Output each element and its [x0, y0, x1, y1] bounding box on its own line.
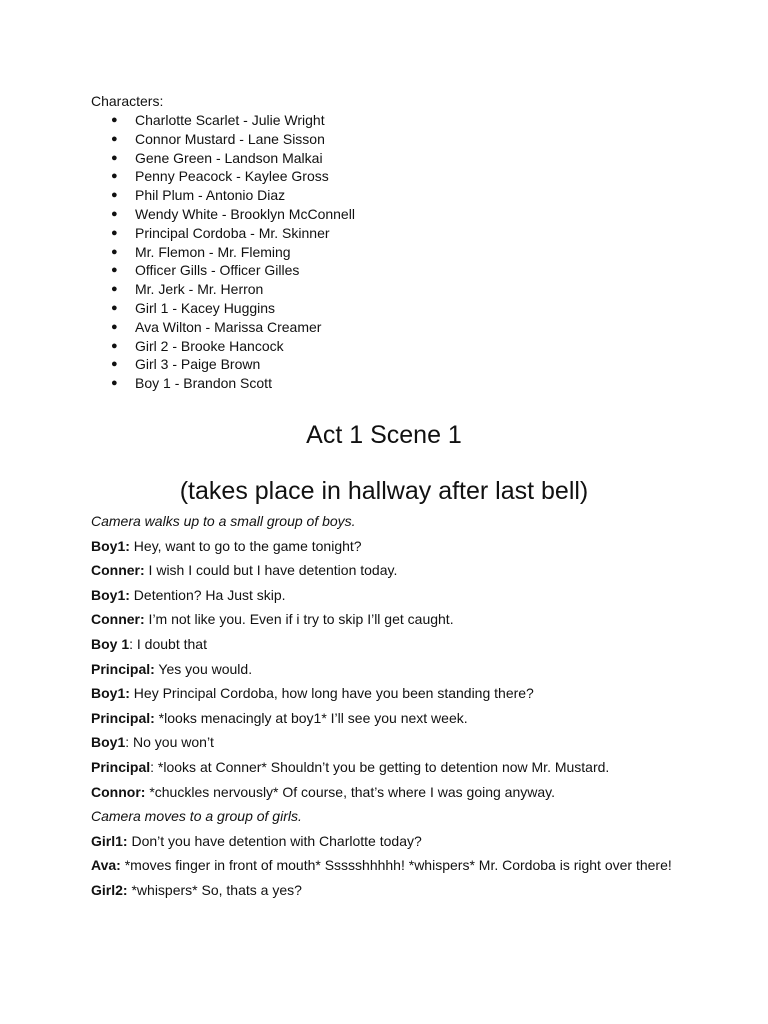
character-name: Officer Gills - Officer Gilles [135, 262, 300, 279]
speaker-name: Boy1 [91, 734, 126, 751]
dialogue-line [91, 537, 751, 562]
dialogue-line [91, 832, 751, 857]
dialogue-text: Detention? Ha Just skip. [129, 586, 286, 603]
character-list-item [111, 111, 355, 130]
speaker-name: Conner: [91, 562, 145, 579]
speaker-name: Conner: [91, 611, 145, 628]
bullet-icon: ● [111, 339, 118, 352]
dialogue-line [91, 783, 751, 808]
character-name: Charlotte Scarlet - Julie Wright [135, 112, 325, 128]
character-name: Penny Peacock - Kaylee Gross [135, 168, 329, 185]
dialogue-text: I wish I could but I have detention today. [144, 562, 398, 579]
speaker-name: Principal: [91, 660, 155, 677]
character-list-item [111, 280, 355, 299]
character-list-item [111, 224, 355, 243]
dialogue-text: *whispers* So, thats a yes? [127, 881, 302, 898]
bullet-icon: ● [111, 151, 118, 164]
character-list-item [111, 261, 355, 280]
dialogue-text: : I doubt that [129, 635, 207, 652]
character-name: Wendy White - Brooklyn McConnell [135, 205, 355, 222]
dialogue-line [91, 635, 751, 660]
dialogue-line [91, 856, 751, 881]
character-list-item [111, 337, 355, 356]
dialogue-text: *looks menacingly at boy1* I’ll see you next week. [154, 709, 468, 726]
bullet-icon: ● [111, 301, 118, 314]
character-name: Mr. Flemon - Mr. Fleming [135, 243, 291, 260]
dialogue-text: Don’t you have detention with Charlotte today? [127, 832, 422, 849]
dialogue-text: Yes you would. [154, 660, 253, 677]
character-list-item [111, 149, 355, 168]
dialogue-line [91, 881, 751, 906]
character-list-item [111, 243, 355, 262]
dialogue-text: Hey, want to go to the game tonight? [129, 537, 362, 554]
dialogue-text: I’m not like you. Even if i try to skip I’ll get caught. [144, 611, 454, 628]
characters-heading: Characters: [91, 93, 164, 109]
dialogue-text: *chuckles nervously* Of course, that’s where I was going anyway. [145, 783, 556, 800]
dialogue-line [91, 610, 751, 635]
bullet-icon: ● [111, 377, 118, 390]
bullet-icon: ● [111, 320, 118, 333]
dialogue-line [91, 684, 751, 709]
speaker-name: Principal: [91, 709, 155, 726]
bullet-icon: ● [111, 132, 118, 145]
dialogue-line [91, 561, 751, 586]
dialogue-line [91, 709, 751, 734]
character-name: Girl 3 - Paige Brown [135, 356, 261, 373]
dialogue-text: : No you won’t [125, 734, 214, 751]
speaker-name: Boy 1 [91, 635, 130, 652]
bullet-icon: ● [111, 189, 118, 202]
bullet-icon: ● [111, 264, 118, 277]
character-name: Mr. Jerk - Mr. Herron [135, 281, 264, 298]
dialogue-text: Hey Principal Cordoba, how long have you been standing there? [129, 685, 534, 702]
character-name: Ava Wilton - Marissa Creamer [135, 318, 322, 335]
dialogue-text: *moves finger in front of mouth* Ssssshhhhh! *whispers* Mr. Cordoba is right over there! [120, 857, 672, 874]
speaker-name: Boy1: [91, 537, 130, 554]
bullet-icon: ● [111, 226, 118, 239]
bullet-icon: ● [111, 114, 118, 126]
speaker-name: Principal [91, 758, 151, 775]
character-list-item [111, 374, 355, 393]
speaker-name: Connor: [91, 783, 146, 800]
character-name: Connor Mustard - Lane Sisson [135, 130, 325, 147]
scene-title: Act 1 Scene 1 [306, 421, 462, 449]
character-list-item [111, 355, 355, 374]
character-name: Girl 2 - Brooke Hancock [135, 337, 284, 354]
speaker-name: Girl1: [91, 832, 128, 849]
character-list-item [111, 167, 355, 186]
character-list-item [111, 318, 355, 337]
speaker-name: Boy1: [91, 685, 130, 702]
dialogue-line [91, 586, 751, 611]
bullet-icon: ● [111, 358, 118, 371]
stage-direction: Camera moves to a group of girls. [91, 808, 302, 825]
character-list-item [111, 130, 355, 149]
bullet-icon: ● [111, 170, 118, 183]
stage-direction: Camera walks up to a small group of boys. [91, 513, 356, 529]
bullet-icon: ● [111, 207, 118, 220]
dialogue-text: : *looks at Conner* Shouldn’t you be getting to detention now Mr. Mustard. [150, 758, 610, 775]
character-name: Principal Cordoba - Mr. Skinner [135, 224, 330, 241]
bullet-icon: ● [111, 283, 118, 296]
character-name: Boy 1 - Brandon Scott [135, 375, 272, 392]
scene-subtitle: (takes place in hallway after last bell) [179, 477, 589, 505]
character-list [111, 111, 355, 393]
script-body [91, 512, 751, 906]
dialogue-line [91, 660, 751, 685]
speaker-name: Ava: [91, 857, 121, 874]
character-name: Girl 1 - Kacey Huggins [135, 299, 276, 316]
character-name: Phil Plum - Antonio Diaz [135, 187, 286, 204]
character-name: Gene Green - Landson Malkai [135, 149, 323, 166]
speaker-name: Boy1: [91, 586, 130, 603]
dialogue-line [91, 733, 751, 758]
character-list-item [111, 186, 355, 205]
character-list-item [111, 299, 355, 318]
speaker-name: Girl2: [91, 881, 128, 898]
character-list-item [111, 205, 355, 224]
dialogue-line [91, 758, 751, 783]
bullet-icon: ● [111, 245, 118, 258]
